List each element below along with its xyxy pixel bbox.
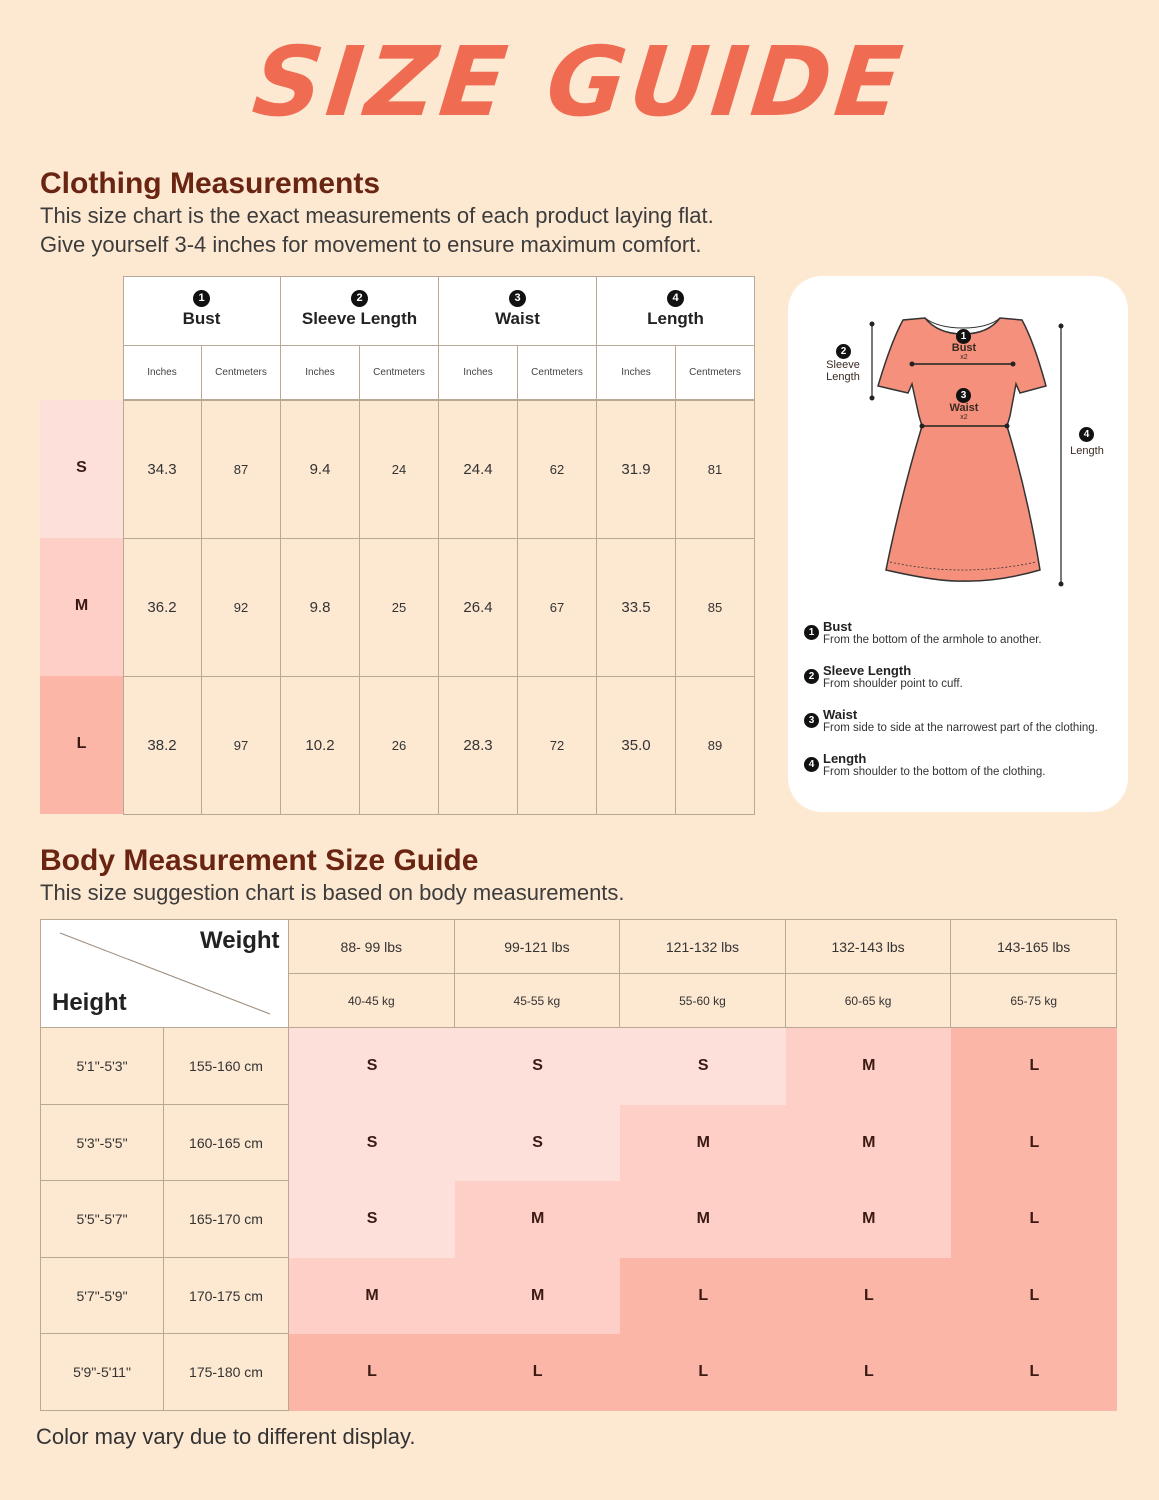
recommended-size-cell: S: [455, 1105, 621, 1182]
weight-kg-header: 55-60 kg: [620, 974, 786, 1029]
measurement-cell: 28.3: [439, 676, 518, 814]
unit-inches-header: Inches: [123, 345, 202, 400]
legend-description: From the bottom of the armhole to another.: [823, 634, 1042, 646]
height-cm-cell: 175-180 cm: [164, 1334, 289, 1411]
page-title: SIZE GUIDE: [248, 26, 911, 138]
column-header-length: [597, 276, 755, 345]
column-header-waist: [439, 276, 597, 345]
recommended-size-cell: M: [620, 1181, 786, 1258]
waist-marker-number: 3: [956, 388, 971, 403]
unit-centimeters-header: Centmeters: [202, 345, 281, 400]
measurement-cell: 25: [360, 538, 439, 676]
measurement-cell: 72: [518, 676, 597, 814]
recommended-size-cell: M: [786, 1105, 952, 1182]
recommended-size-cell: M: [786, 1028, 952, 1105]
clothing-heading: Clothing Measurements: [40, 167, 381, 200]
recommended-size-cell: M: [786, 1181, 952, 1258]
legend-title: Waist: [823, 707, 858, 722]
unit-centimeters-header: Centmeters: [676, 345, 755, 400]
column-number-badge: 1: [193, 290, 210, 307]
recommended-size-cell: L: [620, 1334, 786, 1411]
measurement-cell: 33.5: [597, 538, 676, 676]
footnote: Color may vary due to different display.: [36, 1424, 416, 1449]
weight-lbs-header: 99-121 lbs: [455, 919, 621, 974]
weight-lbs-header: 143-165 lbs: [951, 919, 1117, 974]
length-marker-number: 4: [1079, 427, 1094, 442]
recommended-size-cell: M: [620, 1105, 786, 1182]
unit-inches-header: Inches: [439, 345, 518, 400]
unit-inches-header: Inches: [597, 345, 676, 400]
clothing-description-line1: This size chart is the exact measurements of each product laying flat.: [40, 203, 714, 228]
legend-description: From shoulder to the bottom of the clothing.: [823, 766, 1046, 778]
height-cm-cell: 165-170 cm: [164, 1181, 289, 1258]
column-label: Bust: [182, 309, 221, 328]
column-number-badge: 4: [667, 290, 684, 307]
measurement-cell: 35.0: [597, 676, 676, 814]
column-label: Sleeve Length: [301, 309, 418, 328]
column-number-badge: 2: [351, 290, 368, 307]
measurement-cell: 87: [202, 400, 281, 538]
measurement-cell: 9.4: [281, 400, 360, 538]
bust-marker-mult: x2: [960, 354, 968, 361]
recommended-size-cell: L: [786, 1334, 952, 1411]
legend-description: From shoulder point to cuff.: [823, 678, 963, 690]
legend-number: 1: [804, 625, 819, 640]
recommended-size-cell: L: [951, 1258, 1117, 1335]
weight-lbs-header: 121-132 lbs: [620, 919, 786, 974]
height-ft-cell: 5'9"-5'11": [40, 1334, 164, 1411]
recommended-size-cell: L: [786, 1258, 952, 1335]
unit-inches-header: Inches: [281, 345, 360, 400]
height-cm-cell: 170-175 cm: [164, 1258, 289, 1335]
sleeve-marker-label2: Length: [826, 371, 860, 383]
sleeve-marker-number: 2: [836, 344, 851, 359]
unit-centimeters-header: Centmeters: [360, 345, 439, 400]
body-heading: Body Measurement Size Guide: [40, 844, 479, 877]
measurement-cell: 24: [360, 400, 439, 538]
recommended-size-cell: L: [951, 1334, 1117, 1411]
height-ft-cell: 5'1"-5'3": [40, 1028, 164, 1105]
legend-number: 2: [804, 669, 819, 684]
measurement-cell: 89: [676, 676, 755, 814]
legend-number: 4: [804, 757, 819, 772]
weight-kg-header: 45-55 kg: [455, 974, 621, 1029]
measurement-cell: 26.4: [439, 538, 518, 676]
size-row-label: M: [74, 597, 89, 614]
measurement-cell: 62: [518, 400, 597, 538]
measurement-cell: 97: [202, 676, 281, 814]
weight-axis-label: Weight: [200, 927, 280, 954]
weight-kg-header: 60-65 kg: [786, 974, 952, 1029]
recommended-size-cell: M: [455, 1258, 621, 1335]
weight-lbs-header: 88- 99 lbs: [289, 919, 455, 974]
recommended-size-cell: S: [289, 1181, 455, 1258]
recommended-size-cell: S: [289, 1105, 455, 1182]
recommended-size-cell: L: [951, 1181, 1117, 1258]
recommended-size-cell: S: [455, 1028, 621, 1105]
waist-marker-mult: x2: [960, 414, 968, 421]
measurement-cell: 36.2: [123, 538, 202, 676]
table-bottom-border: [123, 814, 755, 815]
column-label: Length: [647, 309, 704, 328]
recommended-size-cell: M: [455, 1181, 621, 1258]
measurement-cell: 67: [518, 538, 597, 676]
recommended-size-cell: S: [620, 1028, 786, 1105]
legend-title: Sleeve Length: [823, 663, 912, 678]
recommended-size-cell: S: [289, 1028, 455, 1105]
weight-kg-header: 40-45 kg: [289, 974, 455, 1029]
recommended-size-cell: L: [455, 1334, 621, 1411]
measurement-cell: 92: [202, 538, 281, 676]
waist-marker-label: Waist: [949, 402, 979, 414]
bust-marker-number: 1: [956, 329, 971, 344]
clothing-description-line2: Give yourself 3-4 inches for movement to ensure maximum comfort.: [40, 232, 702, 257]
measurement-cell: 10.2: [281, 676, 360, 814]
recommended-size-cell: L: [289, 1334, 455, 1411]
measurement-cell: 38.2: [123, 676, 202, 814]
measurement-cell: 85: [676, 538, 755, 676]
measurement-cell: 26: [360, 676, 439, 814]
recommended-size-cell: L: [620, 1258, 786, 1335]
height-cm-cell: 155-160 cm: [164, 1028, 289, 1105]
legend-title: Bust: [823, 619, 852, 634]
size-row-label: L: [76, 735, 87, 752]
height-axis-label: Height: [52, 989, 127, 1016]
column-header-bust: [123, 276, 281, 345]
legend-description: From side to side at the narrowest part of the clothing.: [823, 722, 1098, 734]
recommended-size-cell: L: [951, 1105, 1117, 1182]
recommended-size-cell: L: [951, 1028, 1117, 1105]
height-ft-cell: 5'5"-5'7": [40, 1181, 164, 1258]
legend-number: 3: [804, 713, 819, 728]
measurement-cell: 81: [676, 400, 755, 538]
measurement-cell: 34.3: [123, 400, 202, 538]
height-cm-cell: 160-165 cm: [164, 1105, 289, 1182]
weight-lbs-header: 132-143 lbs: [786, 919, 952, 974]
recommended-size-cell: M: [289, 1258, 455, 1335]
weight-kg-header: 65-75 kg: [951, 974, 1117, 1029]
unit-centimeters-header: Centmeters: [518, 345, 597, 400]
bust-marker-label: Bust: [951, 342, 977, 354]
dress-diagram-card: [788, 276, 1128, 812]
height-ft-cell: 5'7"-5'9": [40, 1258, 164, 1335]
measurement-cell: 31.9: [597, 400, 676, 538]
sleeve-marker-label1: Sleeve: [826, 359, 860, 371]
height-ft-cell: 5'3"-5'5": [40, 1105, 164, 1182]
body-description: This size suggestion chart is based on body measurements.: [40, 880, 625, 905]
measurement-cell: 24.4: [439, 400, 518, 538]
column-header-sleeve-length: [281, 276, 439, 345]
legend-title: Length: [823, 751, 867, 766]
length-marker-label: Length: [1070, 445, 1104, 457]
column-number-badge: 3: [509, 290, 526, 307]
column-label: Waist: [495, 309, 540, 328]
size-row-label: S: [76, 459, 87, 476]
measurement-cell: 9.8: [281, 538, 360, 676]
